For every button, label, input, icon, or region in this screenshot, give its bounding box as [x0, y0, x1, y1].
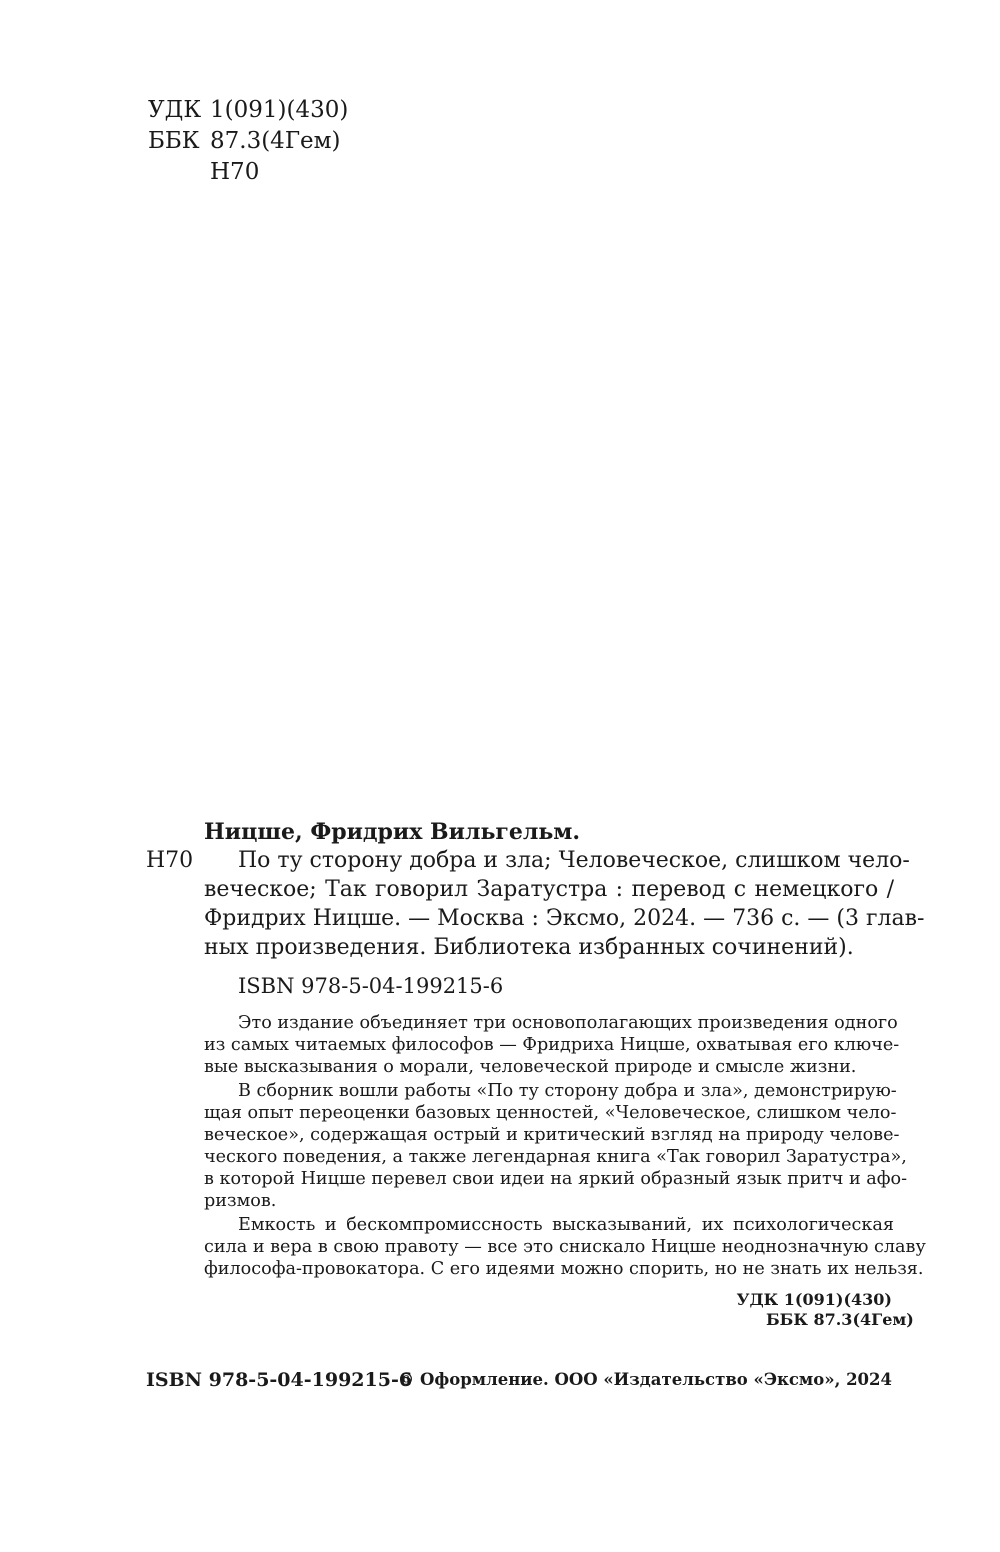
author-heading: Ницше, Фридрих Вильгельм.	[204, 819, 581, 845]
bib-line: Фридрих Ницше. — Москва : Эксмо, 2024. — 736 с. — (3 глав-	[204, 906, 925, 931]
annotation-line: сила и вера в свою правоту — все это снискало Ницше неоднозначную славу	[204, 1237, 926, 1257]
footer-bbk: ББК 87.3(4Гем)	[766, 1310, 914, 1329]
bbk-label: ББК	[148, 128, 200, 154]
annotation-line: Емкость и бескомпромиссность высказываний, их психологическая	[238, 1215, 894, 1235]
author-mark-top: Н70	[210, 159, 260, 185]
annotation-line: веческое», содержащая острый и критический взгляд на природу челове-	[204, 1125, 900, 1145]
annotation-line: ризмов.	[204, 1191, 277, 1211]
annotation-line: в которой Ницше перевел свои идеи на яркий образный язык притч и афо-	[204, 1169, 908, 1189]
annotation-line: Это издание объединяет три основополагающих произведения одного	[238, 1013, 898, 1033]
annotation-line: ческого поведения, а также легендарная книга «Так говорил Заратустра»,	[204, 1147, 907, 1167]
annotation-line: вые высказывания о морали, человеческой природе и смысле жизни.	[204, 1057, 857, 1077]
udk-value: 1(091)(430)	[210, 97, 349, 123]
footer-isbn: ISBN 978-5-04-199215-6	[146, 1369, 413, 1391]
udk-row	[148, 95, 348, 126]
footer-udk: УДК 1(091)(430)	[736, 1290, 892, 1309]
bib-line: веческое; Так говорил Заратустра : перевод с немецкого /	[204, 877, 894, 902]
annotation-line: щая опыт переоценки базовых ценностей, «Человеческое, слишком чело-	[204, 1103, 897, 1123]
bib-line: ных произведения. Библиотека избранных сочинений).	[204, 935, 854, 960]
annotation-line: из самых читаемых философов — Фридриха Ницше, охватывая его ключе-	[204, 1035, 900, 1055]
bbk-row	[148, 126, 341, 157]
copyright-notice: © Оформление. ООО «Издательство «Эксмо», 2024	[397, 1370, 892, 1389]
isbn-entry: ISBN 978-5-04-199215-6	[238, 974, 504, 998]
udk-label: УДК	[148, 97, 202, 123]
annotation-line: В сборник вошли работы «По ту сторону добра и зла», демонстрирую-	[238, 1081, 897, 1101]
bib-line: По ту сторону добра и зла; Человеческое, слишком чело-	[238, 848, 910, 873]
author-mark-entry: Н70	[146, 848, 194, 873]
bbk-value: 87.3(4Гем)	[210, 128, 341, 154]
annotation-line: философа-провокатора. С его идеями можно спорить, но не знать их нельзя.	[204, 1259, 924, 1279]
